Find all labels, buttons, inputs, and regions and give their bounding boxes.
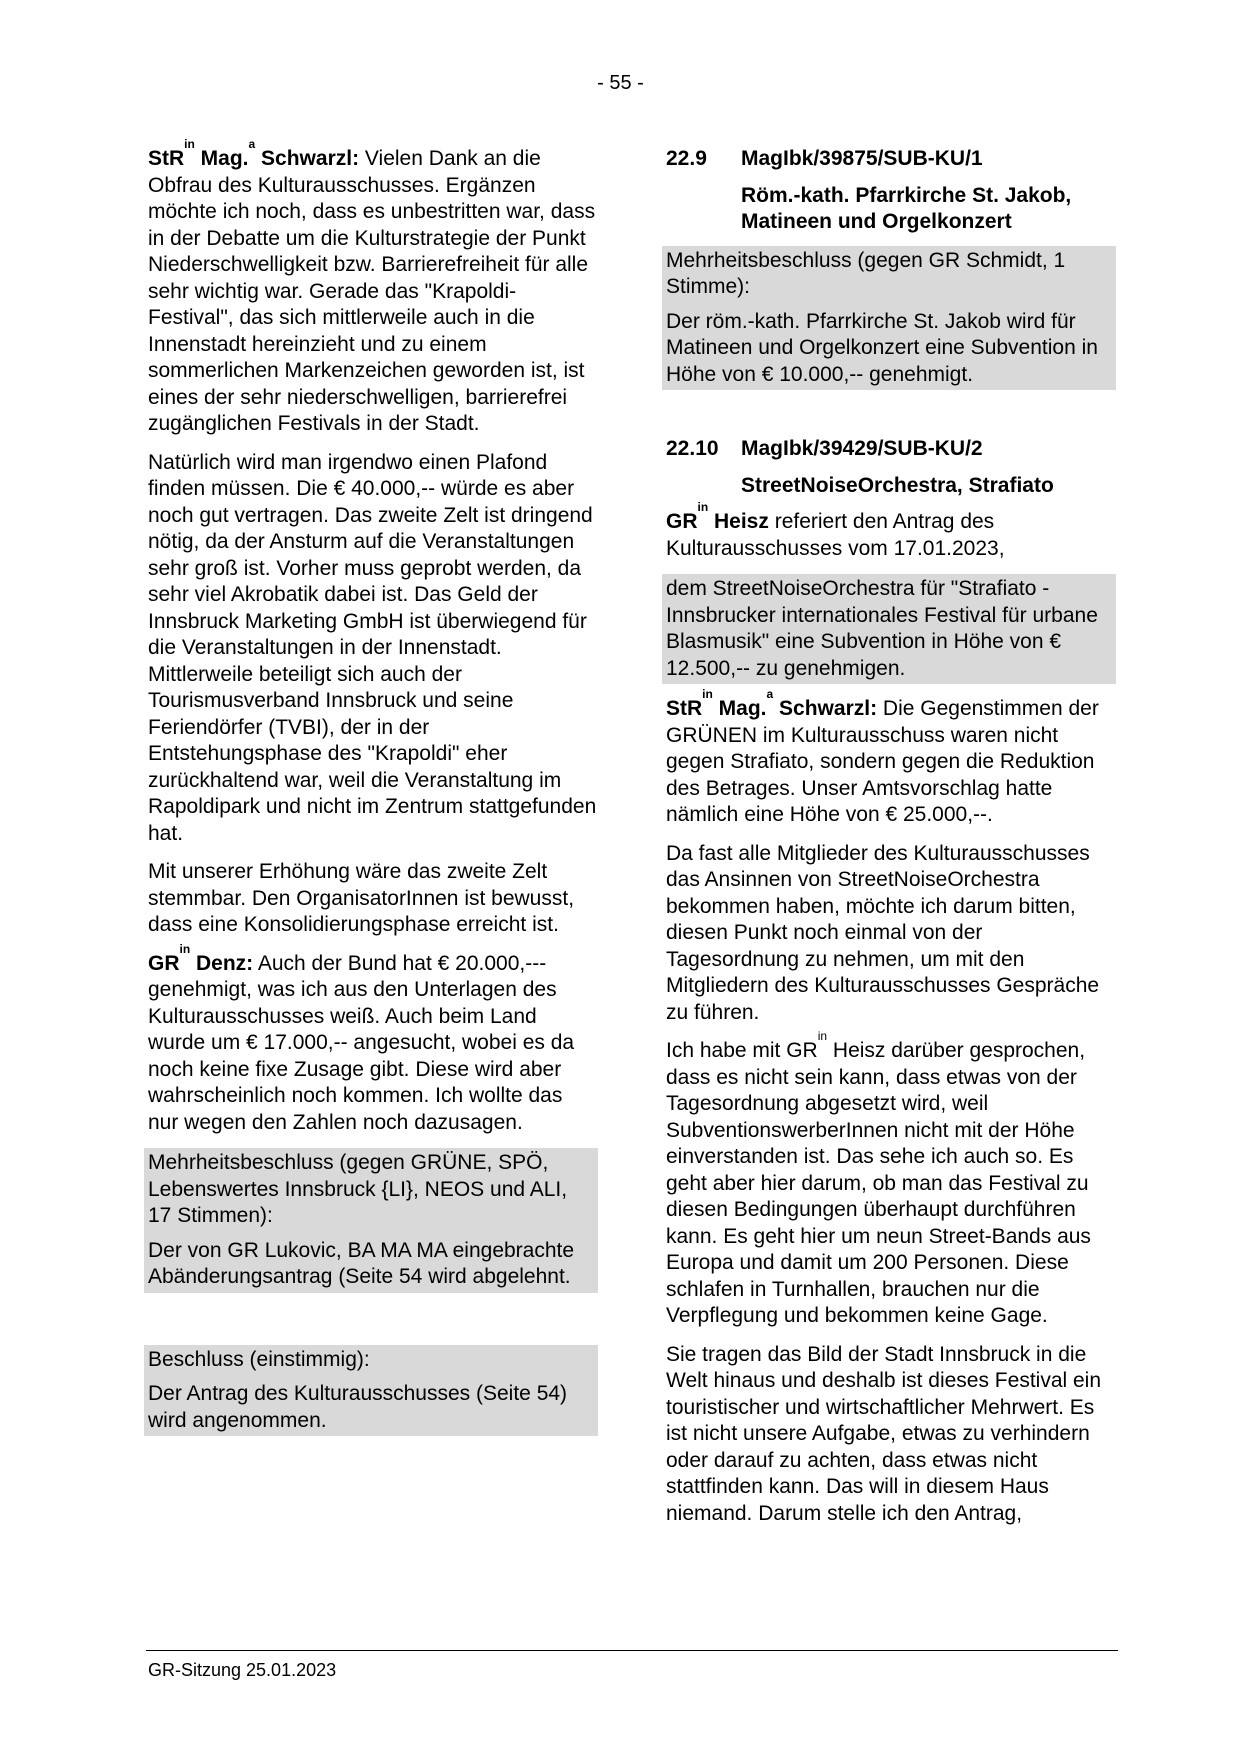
paragraph-mitglieder: Da fast alle Mitglieder des Kulturausschusses das Ansinnen von StreetNoiseOrchestra bekommen haben, möchte ich darum bitten, diesen Punkt noch einmal von der Tagesordnung zu nehmen, um mit den Mitgliedern des Kulturausschusses Gespräche zu führen. xyxy=(666,841,1100,1024)
statement-text: Vielen Dank an die Obfrau des Kulturausschusses. Ergänzen möchte ich noch, dass es unbestritten war, dass in der Debatte um die Kulturstrategie der Punkt Niederschwelligkeit bzw. Barrierefreiheit für alle sehr wichtig war. Gerade das "Krapoldi-Festival", das sich mittlerweile auch in die Innenstadt hereinzieht und zu einem sommerlichen Markenzeichen geworden ist, ist eines der sehr niederschwelligen, barrierefrei zugänglichen Festivals in der Stadt. xyxy=(148,147,596,435)
resolution-box-unanimous xyxy=(144,1345,598,1437)
paragraph-heisz-gespraech: Ich habe mit $GR^{in}$ Heisz darüber gesprochen, dass es nicht sein kann, dass etwas von der Tagesordnung abgesetzt wird, weil SubventionswerberInnen nicht mit der Höhe einverstanden ist. Das sehe ich auch so. Es geht aber hier darum, ob man das Festival zu diesen Bedingungen überhaupt durchführen kann. Es geht hier um neun Street-Bands aus Europa und damit um 200 Personen. Diese schlafen in Turnhallen, brauchen nur die Verpflegung und bekommen keine Gage. xyxy=(666,1029,1091,1327)
speaker-name: StR$^{in}$ Mag.$^a$ Schwarzl: xyxy=(666,687,878,720)
statement-schwarzl-2 xyxy=(666,687,1116,829)
resolution-type: Mehrheitsbeschluss (gegen GRÜNE, SPÖ, Lebenswertes Innsbruck {LI}, NEOS und ALI, 17 Stimmen): xyxy=(148,1151,568,1227)
agenda-code: MagIbk/39429/SUB-KU/2 xyxy=(741,437,983,460)
agenda-title: StreetNoiseOrchestra, Strafiato xyxy=(741,473,1054,497)
statement-denz xyxy=(148,941,598,1137)
speaker-name: $GR^{in}$ Heisz xyxy=(666,500,769,533)
motion-box-strafiato xyxy=(662,574,1116,684)
resolution-type: Beschluss (einstimmig): xyxy=(148,1347,370,1371)
footer-divider xyxy=(146,1650,1118,1651)
statement-heisz xyxy=(666,500,1116,562)
statement-schwarzl-1 xyxy=(148,137,598,438)
resolution-text: Der röm.-kath. Pfarrkirche St. Jakob wird für Matineen und Orgelkonzert eine Subvention in Höhe von € 10.000,-- genehmigt. xyxy=(666,309,1098,386)
agenda-item-22-10-header xyxy=(666,436,1116,463)
agenda-number: 22.10 xyxy=(666,437,719,460)
statement-text: referiert den Antrag des Kulturausschusses vom 17.01.2023, xyxy=(666,510,1005,560)
paragraph-erhoehung: Mit unserer Erhöhung wäre das zweite Zelt stemmbar. Den OrganisatorInnen ist bewusst, dass eine Konsolidierungsphase erreicht ist. xyxy=(148,860,575,936)
resolution-text: Der Antrag des Kulturausschusses (Seite 54) wird angenommen. xyxy=(148,1382,568,1432)
agenda-number: 22.9 xyxy=(666,147,707,170)
resolution-type: Mehrheitsbeschluss (gegen GR Schmidt, 1 Stimme): xyxy=(666,248,1066,298)
left-column xyxy=(148,137,598,1436)
paragraph-plafond: Natürlich wird man irgendwo einen Plafond finden müssen. Die € 40.000,-- würde es aber noch gut vertragen. Das zweite Zelt ist dringend nötig, da der Ansturm auf die Veranstaltungen sehr groß ist. Vorher muss geprobt werden, da sehr viel Akrobatik dabei ist. Das Geld der Innsbruck Marketing GmbH ist überwiegend für die Veranstaltungen in der Innenstadt. Mittlerweile beteiligt sich auch der Tourismusverband Innsbruck und seine Feriendörfer (TVBI), der in der Entstehungsphase des "Krapoldi" eher zurückhaltend war, weil die Veranstaltung im Rapoldipark und nicht im Zentrum stattgefunden hat. xyxy=(148,450,597,845)
speaker-name: StR$^{in}$ Mag.$^a$ Schwarzl: xyxy=(148,137,360,170)
agenda-title: Röm.-kath. Pfarrkirche St. Jakob, Matineen und Orgelkonzert xyxy=(741,183,1072,233)
agenda-item-22-9-header xyxy=(666,146,1116,173)
footer-session-date: GR-Sitzung 25.01.2023 xyxy=(148,1660,337,1680)
statement-text: Auch der Bund hat € 20.000,--- genehmigt, was ich aus den Unterlagen des Kulturausschusses weiß. Auch beim Land wurde um € 17.000,-- angesucht, wobei es da noch keine fixe Zusage gibt. Diese wird aber wahrscheinlich noch kommen. Ich wollte das nur wegen den Zahlen noch dazusagen. xyxy=(148,951,575,1134)
motion-text: dem StreetNoiseOrchestra für "Strafiato - Innsbrucker internationales Festival für urbane Blasmusik" eine Subvention in Höhe von € 12.500,-- zu genehmigen. xyxy=(666,577,1098,680)
paragraph-antrag: Sie tragen das Bild der Stadt Innsbruck in die Welt hinaus und deshalb ist dieses Festival ein touristischer und wirtschaftlicher Mehrwert. Es ist nicht unsere Aufgabe, etwas zu verhindern oder darauf zu achten, dass etwas nicht stattfinden kann. Das will in diesem Haus niemand. Darum stelle ich den Antrag, xyxy=(666,1342,1102,1525)
speaker-name: $GR^{in}$ Denz: xyxy=(148,941,254,975)
right-column xyxy=(666,146,1116,1539)
agenda-code: MagIbk/39875/SUB-KU/1 xyxy=(741,147,983,170)
resolution-box-stjakob xyxy=(662,246,1116,391)
resolution-text: Der von GR Lukovic, BA MA MA eingebrachte Abänderungsantrag (Seite 54 wird abgelehnt. xyxy=(148,1238,575,1288)
page-number: - 55 - xyxy=(597,72,644,94)
resolution-box-majority xyxy=(144,1148,598,1293)
statement-text: Die Gegenstimmen der GRÜNEN im Kulturausschuss waren nicht gegen Strafiato, sondern gegen die Reduktion des Betrages. Unser Amtsvorschlag hatte nämlich eine Höhe von € 25.000,--. xyxy=(666,697,1099,826)
